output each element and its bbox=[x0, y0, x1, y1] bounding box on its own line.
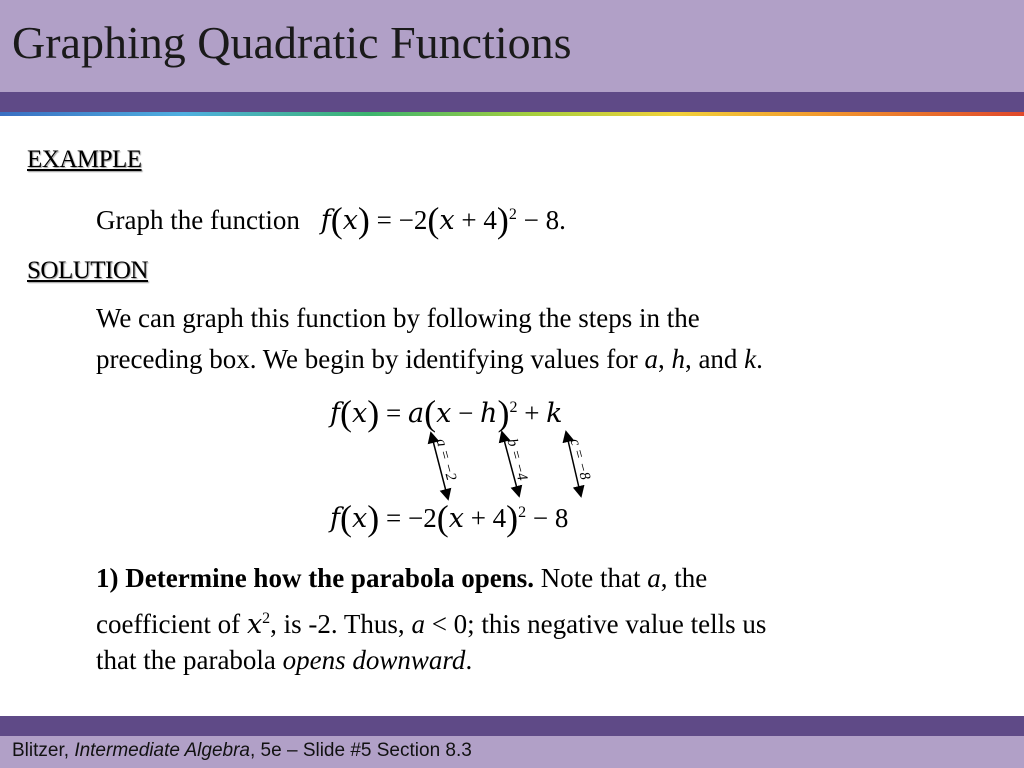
example-equation: $f(x) = -2(x + 4)^2 - 8$. bbox=[320, 200, 566, 240]
step1-heading: 1) Determine how the parabola opens. bbox=[96, 563, 534, 593]
solution-heading: SOLUTION bbox=[27, 257, 148, 284]
step1-line2-b: , is -2. Thus, bbox=[270, 609, 412, 639]
gf-x: x bbox=[352, 398, 368, 429]
annotation-a: a = −2 bbox=[432, 437, 460, 483]
var-h: h bbox=[671, 344, 685, 374]
sep-2: , and bbox=[684, 344, 745, 374]
example-text: Graph the function bbox=[96, 205, 300, 235]
eq-inner-x: x bbox=[439, 205, 455, 236]
sf-plus: + 4 bbox=[463, 503, 507, 533]
step1-exp: 2 bbox=[262, 610, 271, 627]
sf-f: f bbox=[330, 503, 340, 534]
step1-line3-a: that the parabola bbox=[96, 645, 283, 675]
general-form-equation: $f(x) = a(x - h)^2 + k$ bbox=[330, 393, 563, 433]
var-k: k bbox=[744, 344, 757, 374]
step1-line-2 bbox=[96, 599, 766, 645]
solution-line-2-text: preceding box. We begin by identifying values for bbox=[96, 344, 645, 374]
step1-line2-a: coefficient of bbox=[96, 609, 247, 639]
annotation-c: c = −8 bbox=[566, 437, 593, 482]
eq-tail: − 8. bbox=[516, 205, 566, 235]
step1-line3-italic: opens downward bbox=[282, 645, 466, 675]
var-a: a bbox=[644, 344, 658, 374]
step1-var-a2: a bbox=[411, 609, 425, 639]
footer-rest: , 5e – Slide #5 Section 8.3 bbox=[250, 740, 472, 761]
gf-exp: 2 bbox=[509, 399, 518, 416]
specific-form-equation: $f(x) = -2(x + 4)^2 - 8$ bbox=[330, 498, 569, 538]
footer-band bbox=[0, 716, 1024, 736]
step1-line1-a: Note that bbox=[533, 563, 648, 593]
footer-author: Blitzer, bbox=[12, 740, 75, 761]
footer-citation bbox=[12, 740, 472, 762]
step1-line2-c: < 0; this negative value tells us bbox=[424, 609, 767, 639]
gf-f: f bbox=[330, 398, 340, 429]
sep-end: . bbox=[756, 344, 763, 374]
step1-x: x bbox=[246, 609, 263, 640]
eq-rel: = −2 bbox=[369, 205, 428, 235]
solution-line-1: We can graph this function by following the steps in the bbox=[96, 303, 700, 333]
eq-x: x bbox=[342, 205, 358, 236]
eq-inner-rest: + 4 bbox=[454, 205, 497, 235]
eq-exp: 2 bbox=[508, 206, 517, 223]
gf-h: h bbox=[480, 398, 498, 429]
sf-x2: x bbox=[448, 503, 464, 534]
step1-line-1 bbox=[96, 558, 707, 598]
footer-bar bbox=[0, 736, 1024, 768]
annotation-b: b = −4 bbox=[503, 437, 531, 483]
gf-a: a bbox=[407, 398, 425, 429]
gf-eq: = bbox=[379, 398, 408, 428]
sf-x: x bbox=[352, 503, 368, 534]
gf-minus: − bbox=[451, 398, 481, 428]
sf-tail: − 8 bbox=[526, 503, 569, 533]
footer-book: Intermediate Algebra bbox=[74, 740, 250, 761]
eq-f: f bbox=[320, 205, 331, 236]
sf-exp: 2 bbox=[518, 504, 527, 521]
gf-plus: + bbox=[517, 398, 547, 428]
step1-var-a: a bbox=[647, 563, 661, 593]
gf-x2: x bbox=[436, 398, 452, 429]
sf-rel: = −2 bbox=[379, 503, 437, 533]
step1-line3-end: . bbox=[465, 645, 473, 675]
sep-1: , bbox=[657, 344, 672, 374]
step1-line-3 bbox=[96, 640, 472, 680]
step1-line1-b: , the bbox=[660, 563, 708, 593]
slide-title: Graphing Quadratic Functions bbox=[12, 17, 572, 68]
example-heading: EXAMPLE bbox=[27, 146, 142, 173]
gf-k: k bbox=[546, 398, 563, 429]
